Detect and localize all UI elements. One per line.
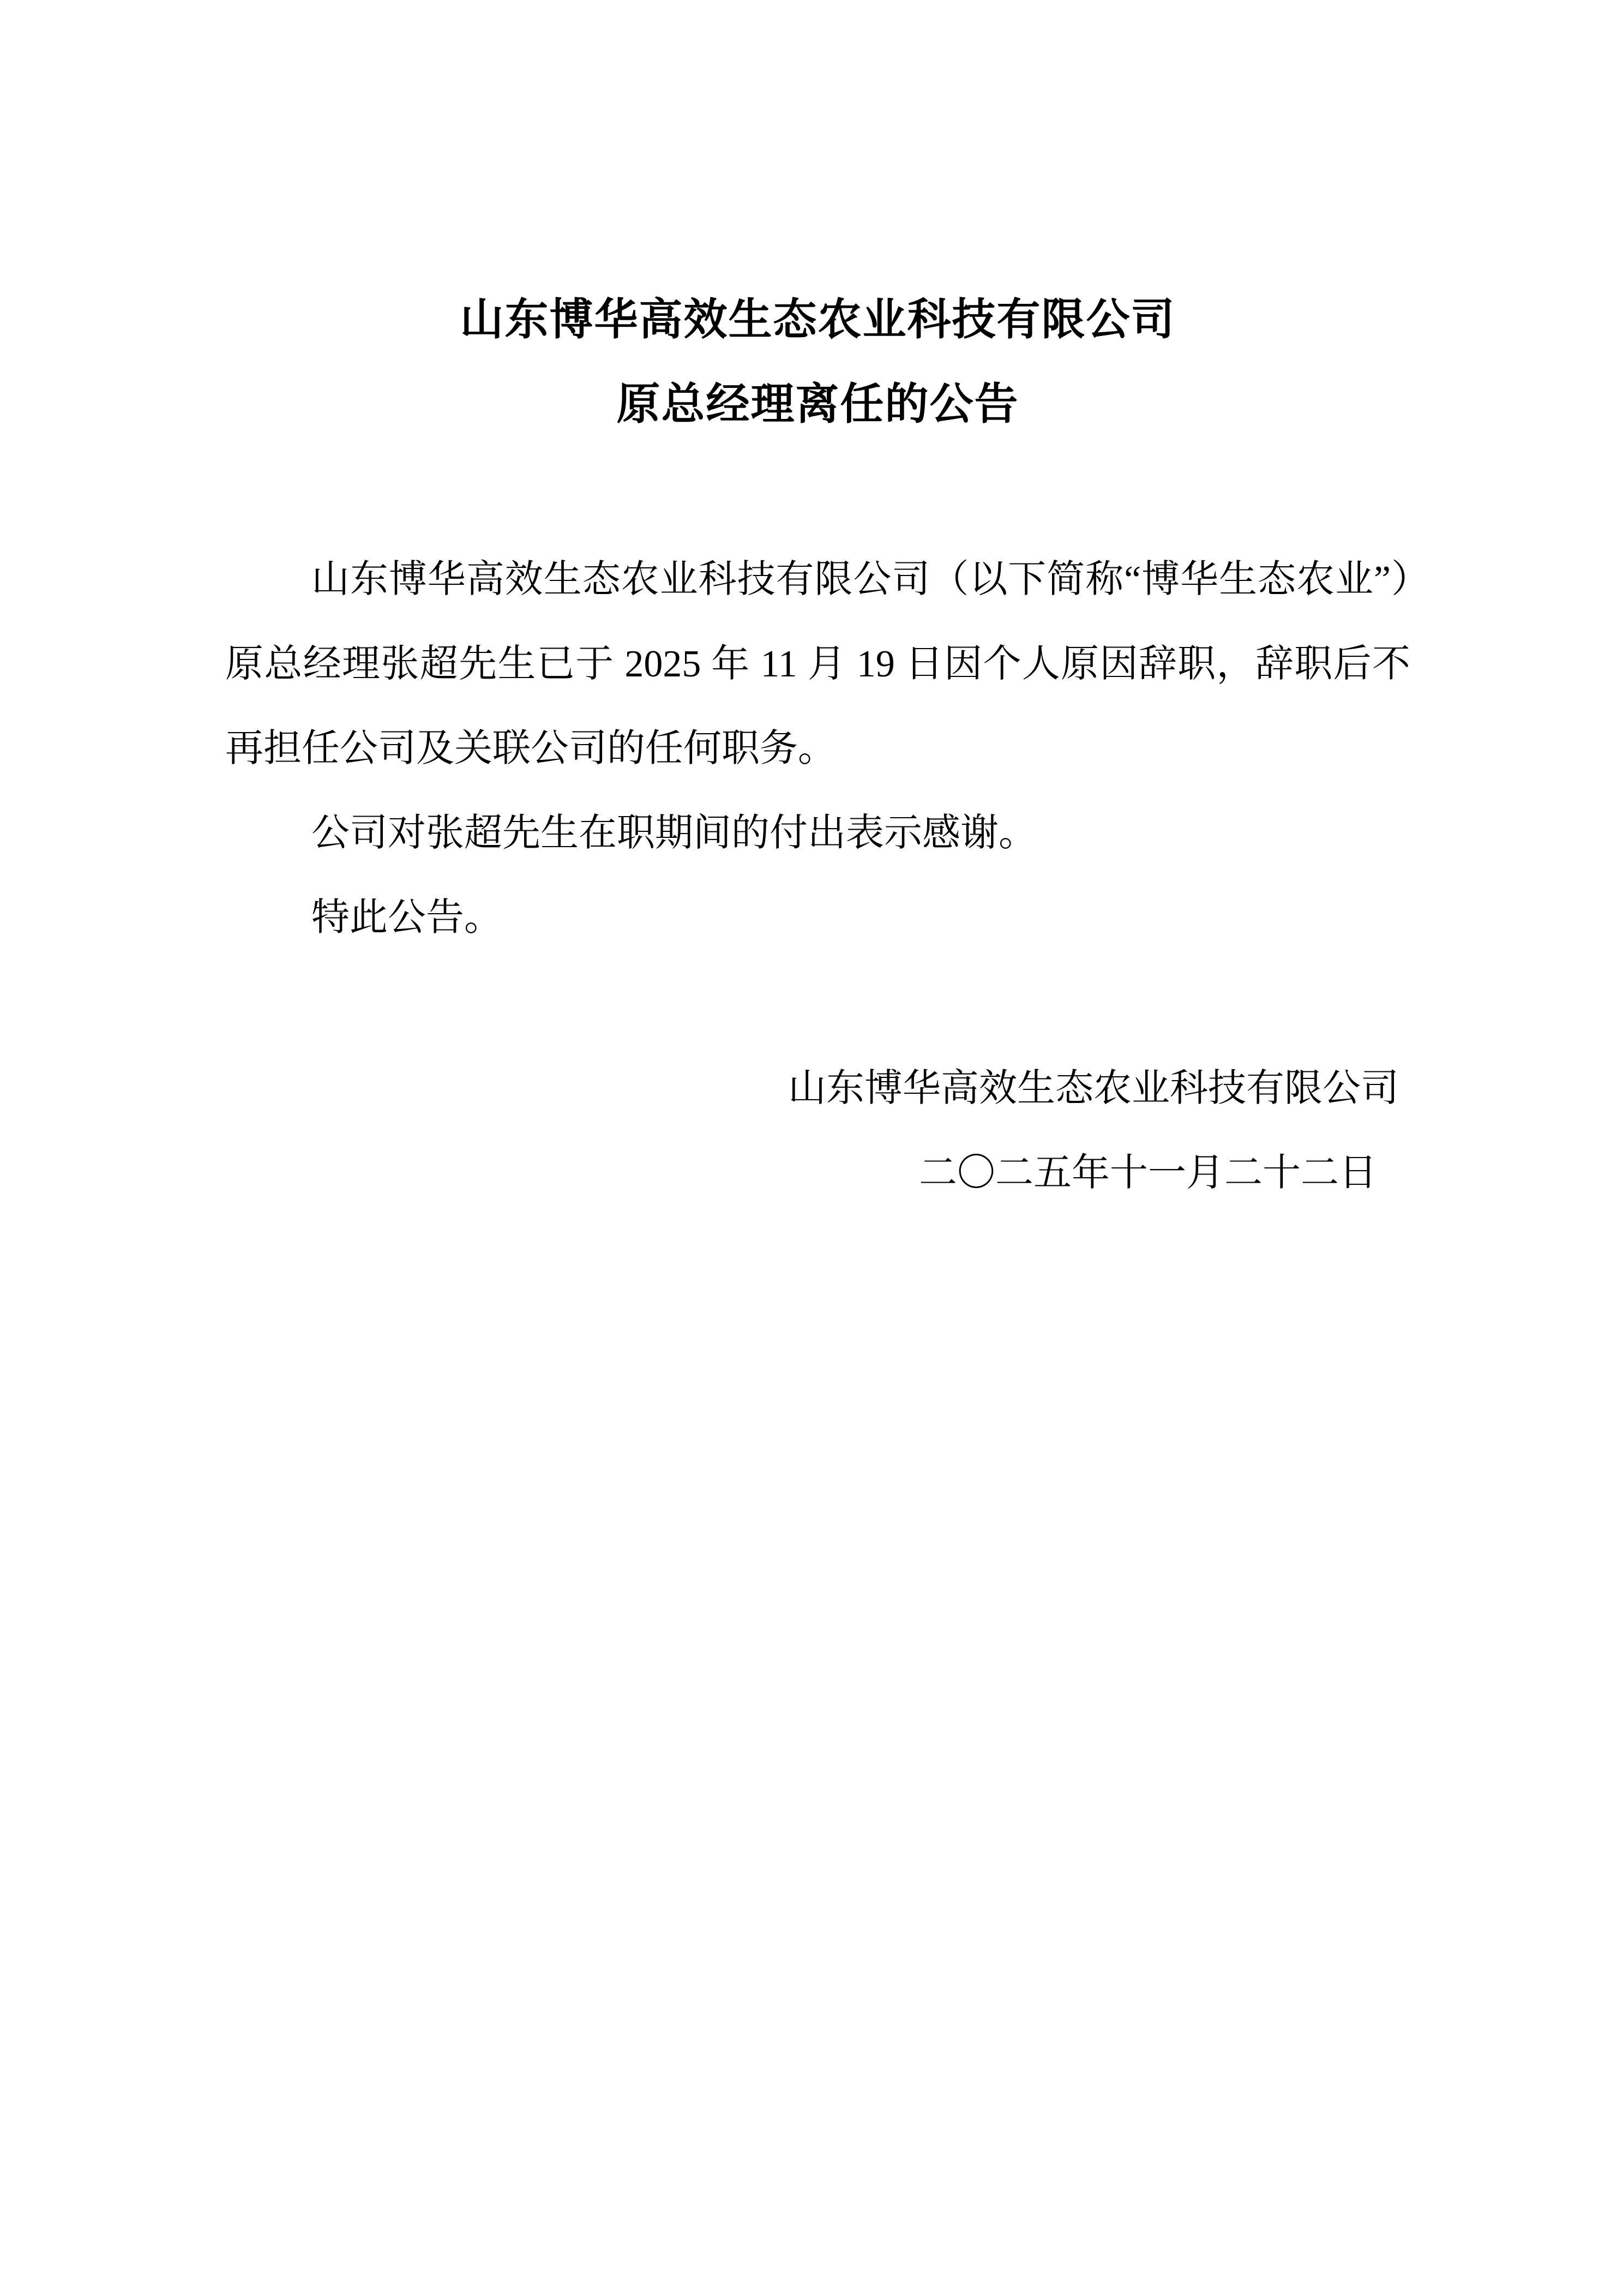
body-paragraph-closing: 特此公告。	[311, 897, 502, 939]
signature-company-name: 山东博华高效生态农业科技有限公司	[788, 1068, 1399, 1110]
body-paragraph-resignation: 山东博华高效生态农业科技有限公司（以下简称“博华生态农业”）原总经理张超先生已于 2025 年 11 月 19 日因个人原因辞职，辞职后不再担任公司及关联公司的任何职务。	[225, 559, 1410, 770]
signature-block	[225, 1046, 1410, 1215]
body-paragraph-thanks: 公司对张超先生在职期间的付出表示感谢。	[311, 812, 1037, 854]
signature-date: 二〇二五年十一月二十二日	[919, 1152, 1377, 1194]
document-title-line-1: 山东博华高效生态农业科技有限公司	[460, 296, 1176, 344]
document-title-line-2: 原总经理离任的公告	[616, 381, 1019, 429]
